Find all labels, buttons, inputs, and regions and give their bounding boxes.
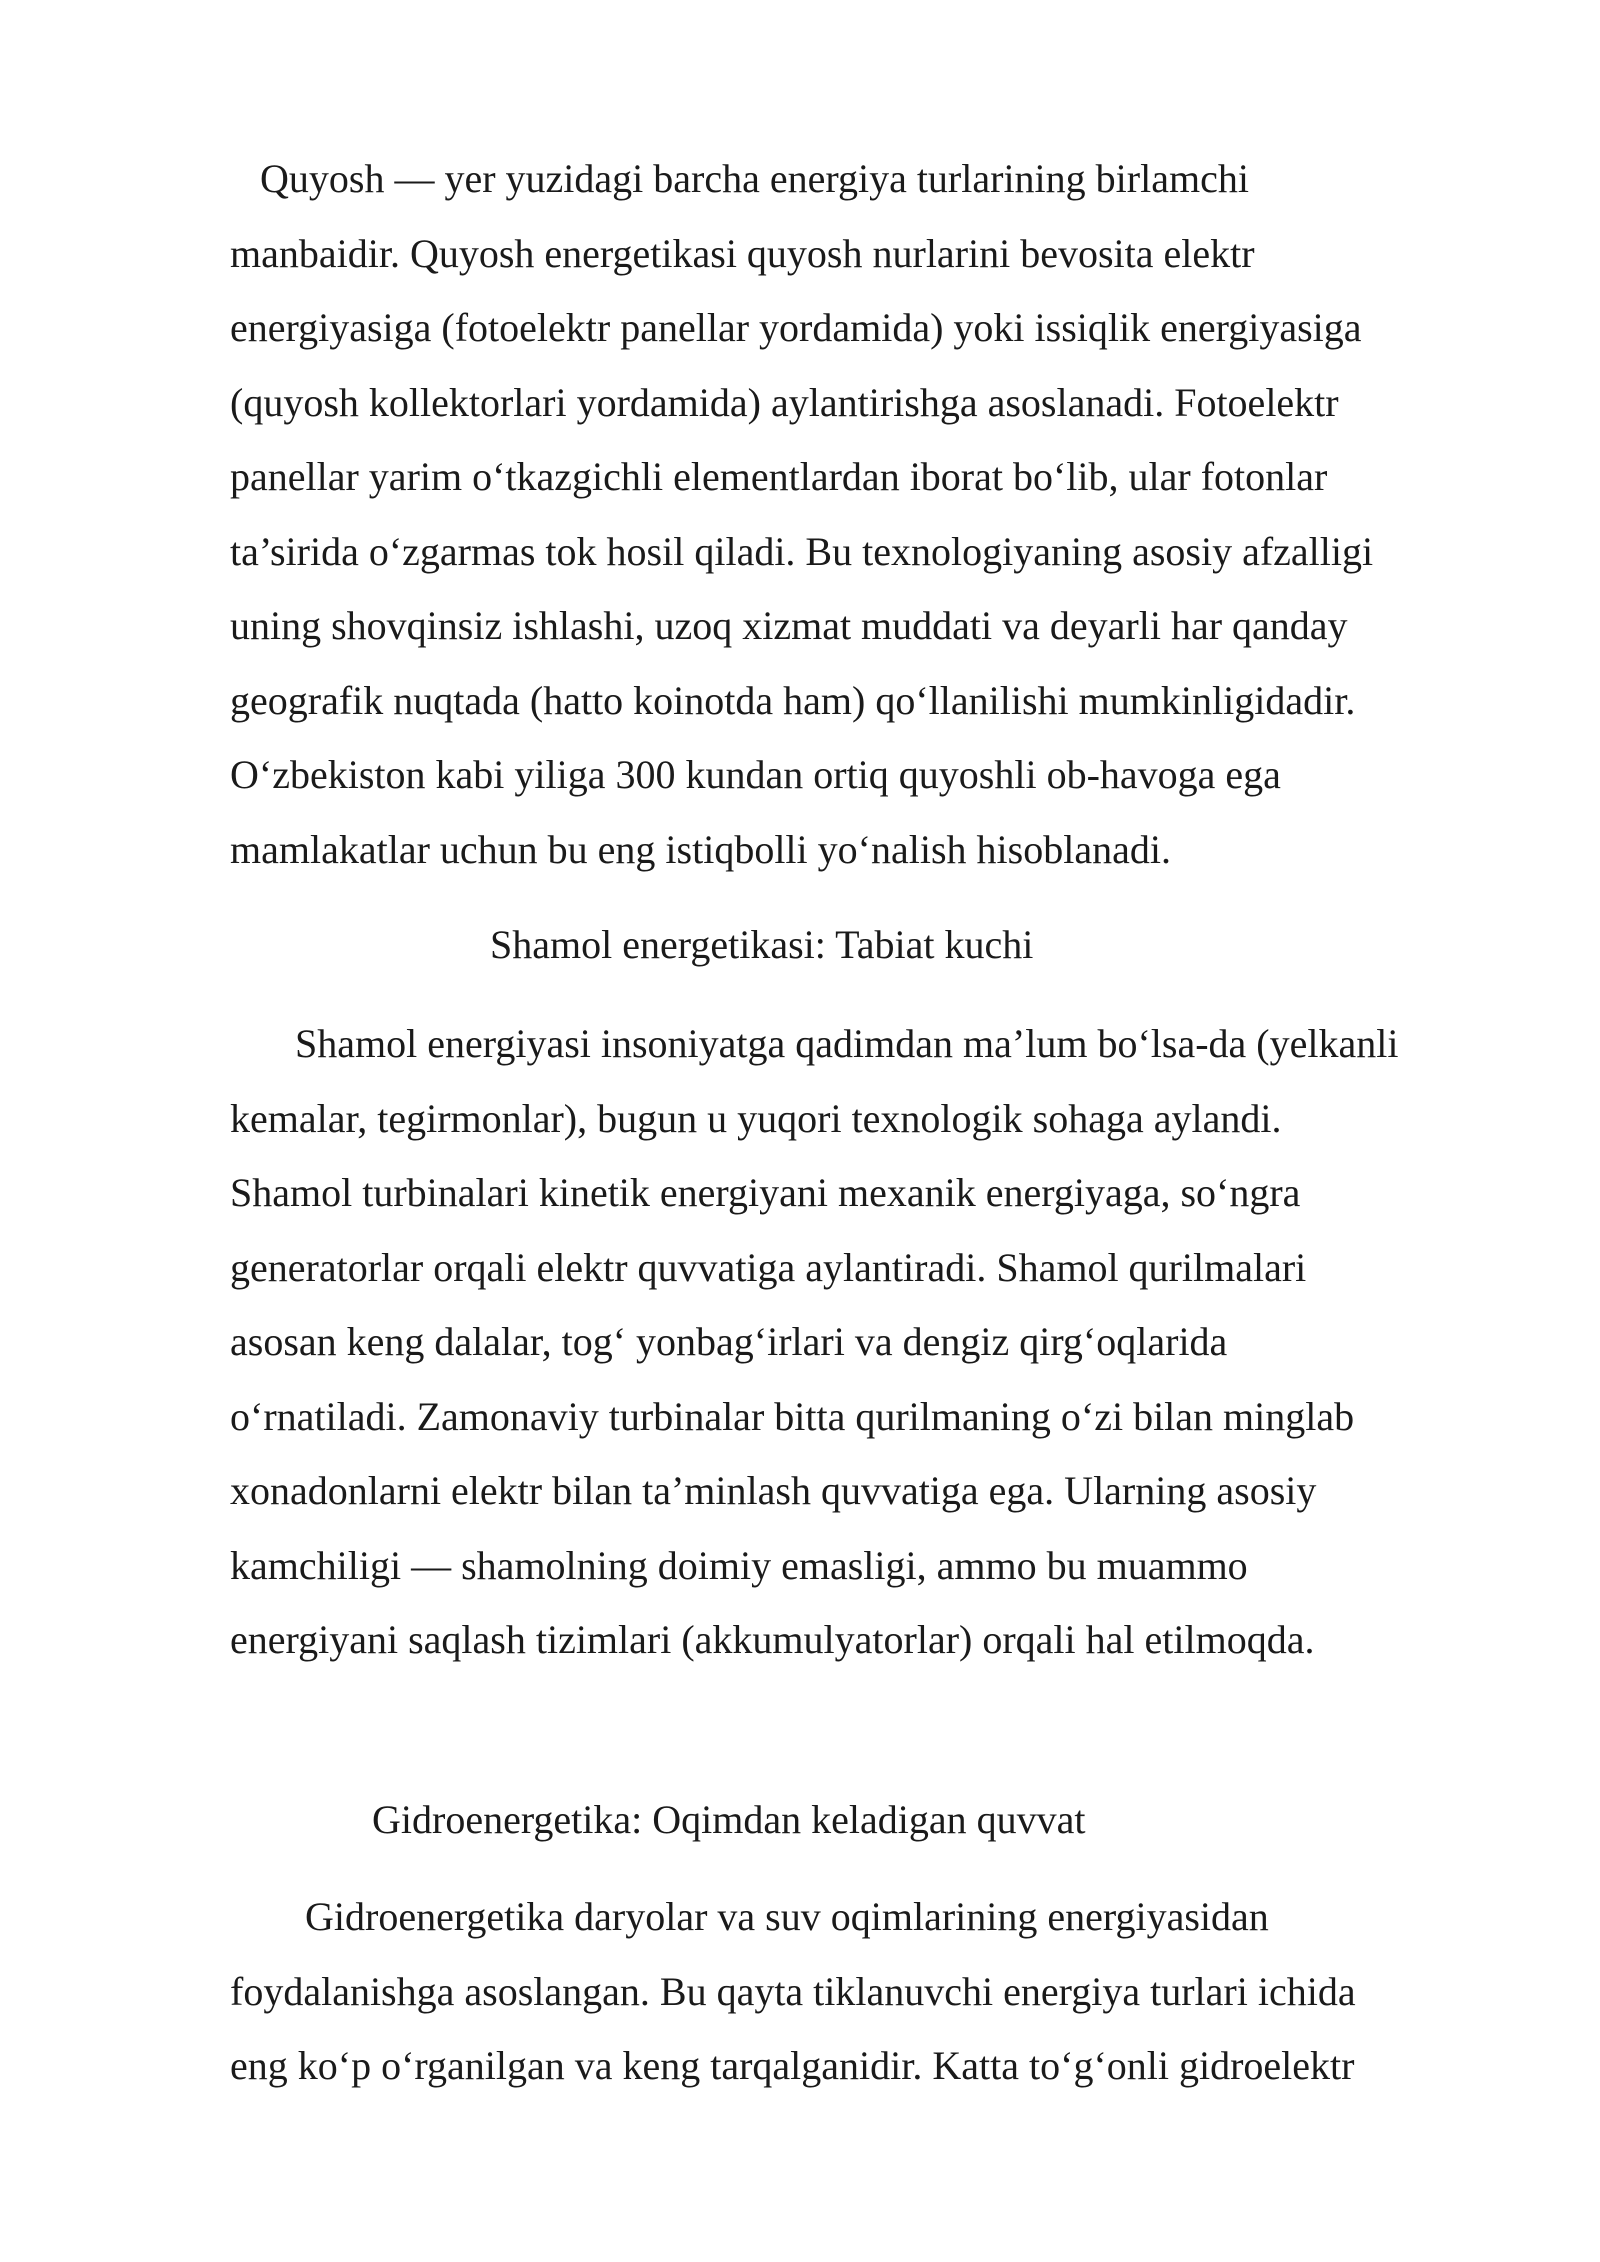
paragraph-line: (quyosh kollektorlari yordamida) aylantirishga asoslanadi. Fotoelektr [230,379,1339,425]
paragraph-line: mamlakatlar uchun bu eng istiqbolli yo‘nalish hisoblanadi. [230,826,1171,872]
section-heading-wind: Shamol energetikasi: Tabiat kuchi [490,922,1034,967]
paragraph-line: asosan keng dalalar, tog‘ yonbag‘irlari va dengiz qirg‘oqlarida [230,1319,1228,1364]
paragraph-line: generatorlar orqali elektr quvvatiga aylantiradi. Shamol qurilmalari [230,1244,1307,1290]
paragraph-line: xonadonlarni elektr bilan ta’minlash quvvatiga ega. Ularning asosiy [230,1468,1317,1513]
paragraph-line: kamchiligi — shamolning doimiy emasligi, ammo bu muammo [230,1542,1248,1588]
paragraph-hydro [230,1880,1520,2104]
paragraph-line: ta’sirida o‘zgarmas tok hosil qiladi. Bu texnologiyaning asosiy afzalligi [230,528,1374,574]
paragraph-line: O‘zbekiston kabi yiliga 300 kundan ortiq quyoshli ob-havoga ega [230,752,1281,797]
paragraph-line: manbaidir. Quyosh energetikasi quyosh nurlarini bevosita elektr [230,230,1255,276]
section-heading-hydro: Gidroenergetika: Oqimdan keladigan quvvat [372,1797,1086,1842]
paragraph-line: Shamol energiyasi insoniyatga qadimdan ma’lum bo‘lsa-da (yelkanli [295,1021,1399,1066]
paragraph-solar [230,142,1520,887]
paragraph-line: eng ko‘p o‘rganilgan va keng tarqalganidir. Katta to‘g‘onli gidroelektr [230,2043,1355,2088]
paragraph-line: foydalanishga asoslangan. Bu qayta tiklanuvchi energiya turlari ichida [230,1968,1356,2014]
paragraph-line: Gidroenergetika daryolar va suv oqimlarining energiyasidan [305,1894,1269,1939]
paragraph-wind [230,1007,1520,1678]
paragraph-line: geografik nuqtada (hatto koinotda ham) qo‘llanilishi mumkinligidadir. [230,677,1356,723]
paragraph-line: Quyosh — yer yuzidagi barcha energiya turlarining birlamchi [260,156,1249,201]
paragraph-line: o‘rnatiladi. Zamonaviy turbinalar bitta qurilmaning o‘zi bilan minglab [230,1393,1355,1439]
paragraph-line: kemalar, tegirmonlar), bugun u yuqori texnologik sohaga aylandi. [230,1095,1282,1141]
paragraph-line: energiyasiga (fotoelektr panellar yordamida) yoki issiqlik energiyasiga [230,305,1362,350]
paragraph-line: uning shovqinsiz ishlashi, uzoq xizmat muddati va deyarli har qanday [230,603,1348,648]
paragraph-line: energiyani saqlash tizimlari (akkumulyatorlar) orqali hal etilmoqda. [230,1617,1315,1662]
paragraph-line: Shamol turbinalari kinetik energiyani mexanik energiyaga, so‘ngra [230,1170,1301,1215]
paragraph-line: panellar yarim o‘tkazgichli elementlardan iborat bo‘lib, ular fotonlar [230,454,1328,499]
